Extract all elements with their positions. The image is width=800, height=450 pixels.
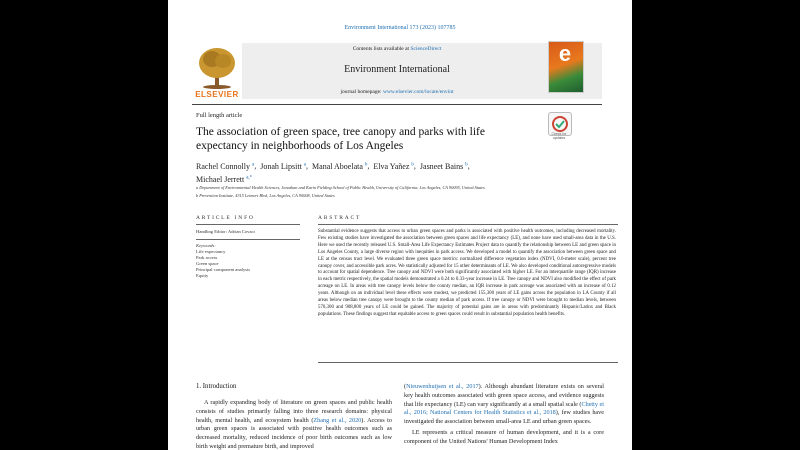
intro-left-column: A rapidly expanding body of literature on green spaces and public health consists of studies primarily falling into three research domains: physical health, mental health, and ecosystem health (Zhang et al., 2020). Access to urban green spaces is associated with positive health outcomes such as decreased mortality, reduced incidence of poor birth outcomes such as low birth weight and premature birth, and improved bbox=[196, 399, 392, 450]
elsevier-wordmark: ELSEVIER bbox=[195, 90, 239, 99]
paper-page bbox=[168, 0, 632, 450]
section-divider bbox=[196, 224, 300, 225]
keyword: Green space bbox=[196, 261, 219, 266]
introduction-heading: 1. Introduction bbox=[196, 383, 237, 390]
homepage-line: journal homepage: www.elsevier.com/locate/envint bbox=[340, 89, 454, 95]
author[interactable]: Manal Aboelata $^b$ bbox=[312, 161, 368, 171]
citation-link[interactable]: Zhang et al., 2020 bbox=[313, 416, 362, 424]
citation-link[interactable]: Nieuwenhuijsen et al., 2017 bbox=[406, 383, 479, 390]
keyword: Park access bbox=[196, 255, 218, 260]
article-type: Full length article bbox=[196, 112, 243, 119]
journal-header-band bbox=[192, 43, 602, 99]
keyword: Principal component analysis bbox=[196, 267, 251, 272]
sciencedirect-link[interactable]: ScienceDirect bbox=[410, 46, 442, 52]
section-divider bbox=[196, 239, 300, 240]
citation-link[interactable]: Chetty et al., 2016; National Centers for Health Statistics et al., 2018 bbox=[404, 400, 604, 417]
article-info-heading: ARTICLE INFO bbox=[196, 215, 255, 221]
section-divider bbox=[318, 362, 618, 363]
article-title: The association of green space, tree canopy and parks with life expectancy in neighborhoods of Los Angeles bbox=[196, 126, 485, 152]
handling-editor: Handling Editor: Adrian Covaci bbox=[196, 229, 255, 234]
intro-right-column: (Nieuwenhuijsen et al., 2017). Although abundant literature exists on several key health outcomes associated with green space access, and evidence suggests that life expectancy (LE) can vary significantly at a small spatial scale (Chetty et al., 2016; National Centers for Health Statistics et al., 2018), few studies have investigated the association between small-area LE and urban green spaces. LE represents a critical measure of human development, and it is a core component of the United Nations' Human Development Index bbox=[404, 383, 605, 445]
author[interactable]: Elva Yañez $^b$ bbox=[373, 161, 414, 171]
paragraph: LE represents a critical measure of human development, and it is a core component of the United Nations' Human Development Index bbox=[404, 428, 604, 445]
journal-name: Environment International bbox=[344, 64, 450, 75]
author-list: Rachel Connolly $^a$, Jonah Lipsitt $^a$, Manal Aboelata $^b$, Elva Yañez $^b$, Jasneet Bains $^b$, Michael Jerrett $^{a,*}$ bbox=[196, 161, 470, 185]
affiliation: b Prevention Institute, 4315 Leimert Blvd, Los Angeles, CA 90008, United States bbox=[196, 193, 335, 198]
check-for-updates-label: Check for updates bbox=[551, 132, 567, 140]
abstract-heading: ABSTRACT bbox=[318, 215, 362, 221]
homepage-link[interactable]: www.elsevier.com/locate/envint bbox=[382, 89, 454, 95]
keywords-label: Keywords: bbox=[196, 243, 216, 248]
header-divider bbox=[192, 104, 602, 105]
author[interactable]: Rachel Connolly $^a$ bbox=[196, 161, 255, 171]
author[interactable]: Jasneet Bains $^b$ bbox=[419, 161, 468, 171]
journal-cover-letter: e bbox=[558, 41, 572, 66]
author[interactable]: Jonah Lipsitt $^a$ bbox=[260, 161, 307, 171]
keyword: Life expectancy bbox=[196, 249, 226, 254]
affiliation: a Department of Environmental Health Sciences, Jonathan and Karin Fielding School of Public Health, University of California, Los Angeles, CA 90095, United States bbox=[196, 185, 485, 190]
section-divider bbox=[318, 224, 618, 225]
contents-line: Contents lists available at ScienceDirect bbox=[352, 46, 442, 52]
abstract-text: Substantial evidence suggests that access to urban green spaces and parks is associated with positive health outcomes, including decreased mortality. Few existing studies have investigated the association between green spaces and life expectancy (LE), and none have used small-area data in the U.S. Here we used the recently released U.S. Small-Area Life Expectancy Estimates Project data to quantify the relationship between LE and green space in Los Angeles County, a large diverse region with inequities in park access. We developed a model to quantify the association between green space and LE at the census tract level. We evaluated three green space metrics: normalized difference vegetation index (NDVI, 0.6-meter scale), percent tree canopy cover, and accessible park acres. We statistically adjusted for 15 other determinants of LE. We also developed conditional autoregressive models to account for spatial dependence. Tree canopy and NDVI were both significantly associated with higher LE. For an interquartile range (IQR) increase in each metric respectively, the spatial models demonstrated a 0.24 to 0.33-year increase in LE. Tree canopy and NDVI also modified the effect of park acreage on LE. In areas with tree canopy levels below the county median, an IQR increase in park acreage was associated with an increase of 0.12 years. Although on an individual level these effects were modest, we predicted 155,300 years of LE gains across the population in LA County if all areas below median tree canopy were brought to the county median of park access. If tree canopy or NDVI were brought to median levels, between 570,300 and 908,800 years of LE could be gained. The majority of potential gains are in areas with predominantly Hispanic/Latinx and Black populations. These findings suggest that equitable access to green spaces could result in substantial population health benefits. bbox=[318, 229, 617, 317]
author[interactable]: Michael Jerrett $^{a,*}$ bbox=[196, 175, 253, 185]
keyword: Equity bbox=[196, 273, 209, 278]
journal-reference[interactable]: Environment International 173 (2023) 107785 bbox=[344, 25, 456, 31]
